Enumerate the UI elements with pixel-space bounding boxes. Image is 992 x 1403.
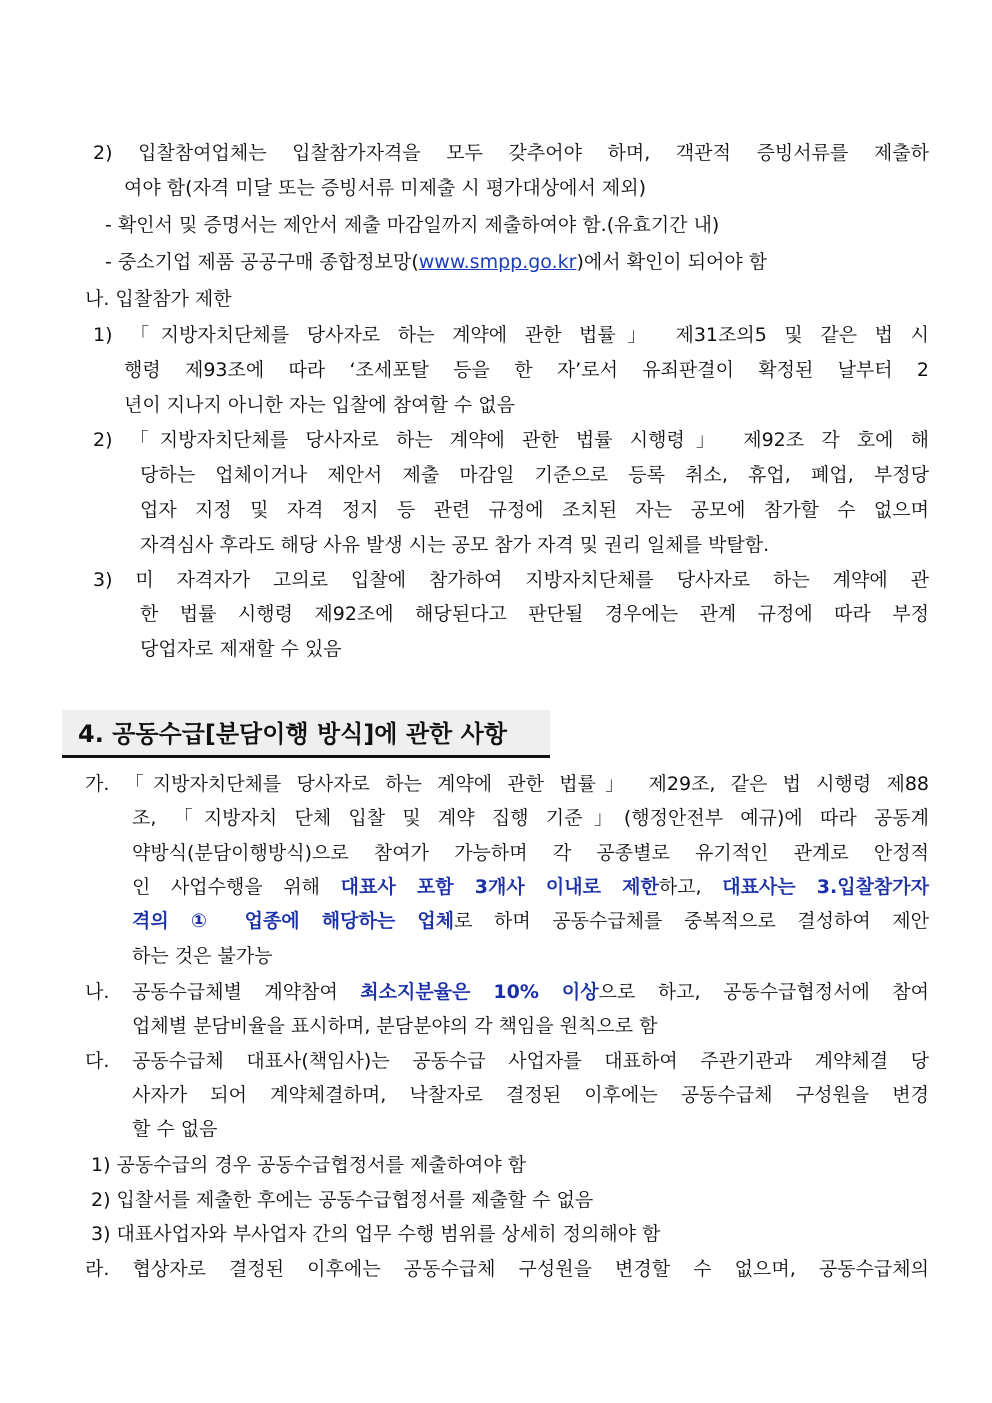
ga-line4-pre: 인 사업수행을 위해 [132,876,341,898]
da-line3: 할 수 없음 [132,1118,218,1140]
da-item1: 1) 공동수급의 경우 공동수급협정서를 제출하여야 함 [91,1154,527,1176]
na1-line3: 년이 지나지 아니한 자는 입찰에 참여할 수 없음 [124,394,516,416]
para-2-line1: 2) 입찰참여업체는 입찰참가자격을 모두 갖추어야 하며, 객관적 증빙서류를 제출하 [93,142,929,164]
bullet-smpp-post: )에서 확인이 되어야 함 [576,251,768,273]
ga-line2: 조, 「지방자치 단체 입찰 및 계약 집행 기준」(행정안전부 예규)에 따라 공동계 [132,807,929,829]
na2-line4: 자격심사 후라도 해당 사유 발생 시는 공모 참가 자격 및 권리 일체를 박탈함. [140,534,770,556]
na3-line2: 한 법률 시행령 제92조에 해당된다고 판단될 경우에는 관계 규정에 따라 부정 [140,603,929,625]
ga-line4 [132,874,929,900]
da-item2: 2) 입찰서를 제출한 후에는 공동수급협정서를 제출할 수 없음 [91,1189,594,1211]
na1-line2: 행령 제93조에 따라 ‘조세포탈 등을 한 자’로서 유죄판결이 확정된 날부터 2 [124,359,929,381]
section-heading: 4. 공동수급[분담이행 방식]에 관한 사항 [78,720,507,748]
para-2-line2: 여야 함(자격 미달 또는 증빙서류 미제출 시 평가대상에서 제외) [124,177,646,199]
na-line1 [85,979,929,1005]
na2-line2: 당하는 업체이거나 제안서 제출 마감일 기준으로 등록 취소, 휴업, 폐업, 부정당 [140,464,929,486]
ga-line3: 약방식(분담이행방식)으로 참여가 가능하며 각 공종별로 유기적인 관계로 안정적 [132,842,929,864]
section-heading-box [62,710,550,758]
ga-line5-post: 로 하며 공동수급체를 중복적으로 결성하여 제안 [454,910,929,932]
na-highlight-share: 최소지분율은 10% 이상 [360,981,599,1003]
ga-line6: 하는 것은 불가능 [132,945,273,967]
ga-highlight-limit: 대표사 포함 3개사 이내로 제한 [340,876,659,898]
bullet-smpp-pre: - 중소기업 제품 공공구매 종합정보망( [105,251,419,273]
da-item3: 3) 대표사업자와 부사업자 간의 업무 수행 범위를 상세히 정의해야 함 [91,1223,661,1245]
na1-line1: 1) 「지방자치단체를 당사자로 하는 계약에 관한 법률」 제31조의5 및 같은 법 시 [93,324,929,346]
ga-line1: 가. 「지방자치단체를 당사자로 하는 계약에 관한 법률」 제29조, 같은 법 시행령 제88 [85,773,929,795]
ra-line1: 라. 협상자로 결정된 이후에는 공동수급체 구성원을 변경할 수 없으며, 공동수급체의 [85,1258,929,1280]
na-line1-pre: 나. 공동수급체별 계약참여 [85,981,361,1003]
na2-line3: 업자 지정 및 자격 정지 등 관련 규정에 조치된 자는 공모에 참가할 수 없으며 [140,499,929,521]
ga-highlight-industry: 격의 ① 업종에 해당하는 업체 [132,910,455,932]
da-line2: 사자가 되어 계약체결하며, 낙찰자로 결정된 이후에는 공동수급체 구성원을 변경 [132,1084,929,1106]
ga-line4-mid: 하고, [658,876,723,898]
na3-line3: 당업자로 제재할 수 있음 [140,638,342,660]
bullet-smpp [105,249,767,275]
na2-line1: 2) 「지방자치단체를 당사자로 하는 계약에 관한 법률 시행령」 제92조 각 호에 해 [93,429,929,451]
na-line1-post: 으로 하고, 공동수급협정서에 참여 [598,981,929,1003]
smpp-link[interactable]: www.smpp.go.kr [418,251,577,273]
bullet-confirmation: - 확인서 및 증명서는 제안서 제출 마감일까지 제출하여야 함.(유효기간 내) [105,214,720,236]
ga-line5 [132,908,929,934]
ga-highlight-lead: 대표사는 3.입찰참가자 [722,876,929,898]
subheading-na: 나. 입찰참가 제한 [85,288,232,310]
da-line1: 다. 공동수급체 대표사(책임사)는 공동수급 사업자를 대표하여 주관기관과 계약체결 당 [85,1050,929,1072]
na-line2: 업체별 분담비율을 표시하며, 분담분야의 각 책임을 원칙으로 함 [132,1015,658,1037]
na3-line1: 3) 미 자격자가 고의로 입찰에 참가하여 지방자치단체를 당사자로 하는 계약에 관 [93,569,929,591]
